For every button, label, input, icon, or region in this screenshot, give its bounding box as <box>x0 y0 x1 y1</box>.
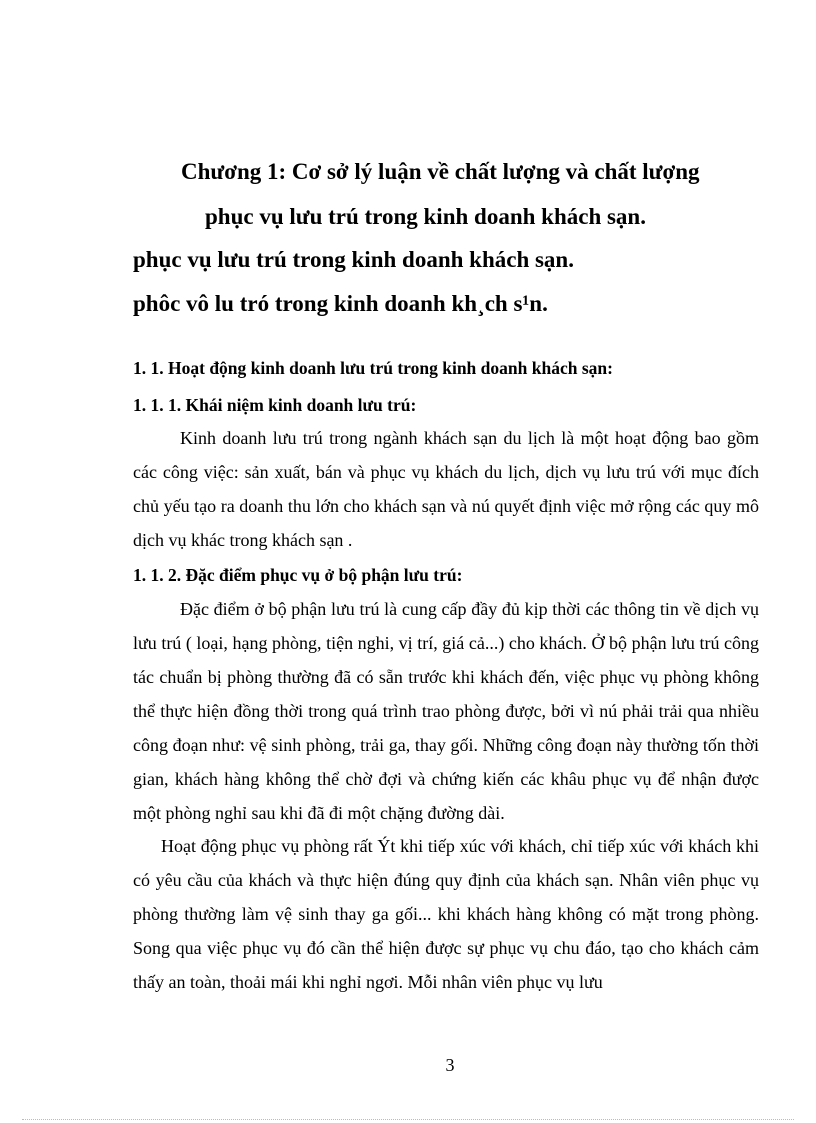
page-number: 3 <box>445 1055 455 1075</box>
paragraph-kinh-doanh-luu-tru: Kinh doanh lưu trú trong ngành khách sạn du lịch là một hoạt động bao gồm các công việc: sản xuất, bán và phục vụ khách du lịch, dịch vụ lưu trú với mục đích chủ yếu tạo ra doanh thu lớn cho khách sạn và nú quyết định việc mở rộng các quy mô dịch vụ khác trong khách sạn . <box>133 428 759 550</box>
paragraph-dac-diem-1: Đặc điểm ở bộ phận lưu trú là cung cấp đầy đủ kịp thời các thông tin về dịch vụ lưu trú ( loại, hạng phòng, tiện nghi, vị trí, giá cả...) cho khách. Ở bộ phận lưu trú công tác chuẩn bị phòng thường đã có sẵn trước khi khách đến, việc phục vụ phòng không thể thực hiện đồng thời trong quá trình trao phòng được, bởi vì nú phải trải qua nhiều công đoạn như: vệ sinh phòng, trải ga, thay gối. Những công đoạn này thường tốn thời gian, khách hàng không thể chờ đợi và chứng kiến các khâu phục vụ để nhận được một phòng nghỉ sau khi đã đi một chặng đường dài. <box>133 599 759 823</box>
section-heading-1-1-1: 1. 1. 1. Khái niệm kinh doanh lưu trú: <box>133 395 417 415</box>
chapter-title-line-2: phục vụ lưu trú trong kinh doanh khách sạn. <box>205 204 646 229</box>
chapter-title-line-4-garbled: phôc vô lu tró trong kinh doanh kh¸ch s¹n. <box>133 291 548 316</box>
paragraph-dac-diem-2: Hoạt động phục vụ phòng rất Ýt khi tiếp xúc với khách, chỉ tiếp xúc với khách khi có yêu cầu của khách và thực hiện đúng quy định của khách sạn. Nhân viên phục vụ phòng thường làm vệ sinh thay ga gối... khi khách hàng không có mặt trong phòng. Song qua việc phục vụ đó cần thể hiện được sự phục vụ chu đáo, tạo cho khách cảm thấy an toàn, thoải mái khi nghỉ ngơi. Mỗi nhân viên phục vụ lưu <box>133 836 759 992</box>
chapter-title-line-3: phục vụ lưu trú trong kinh doanh khách sạn. <box>133 247 574 272</box>
section-heading-1-1-2: 1. 1. 2. Đặc điểm phục vụ ở bộ phận lưu trú: <box>133 565 463 585</box>
footer-divider <box>22 1119 794 1120</box>
section-heading-1-1: 1. 1. Hoạt động kinh doanh lưu trú trong kinh doanh khách sạn: <box>133 358 613 378</box>
chapter-title-line-1: Chương 1: Cơ sở lý luận về chất lượng và chất lượng <box>181 159 700 184</box>
